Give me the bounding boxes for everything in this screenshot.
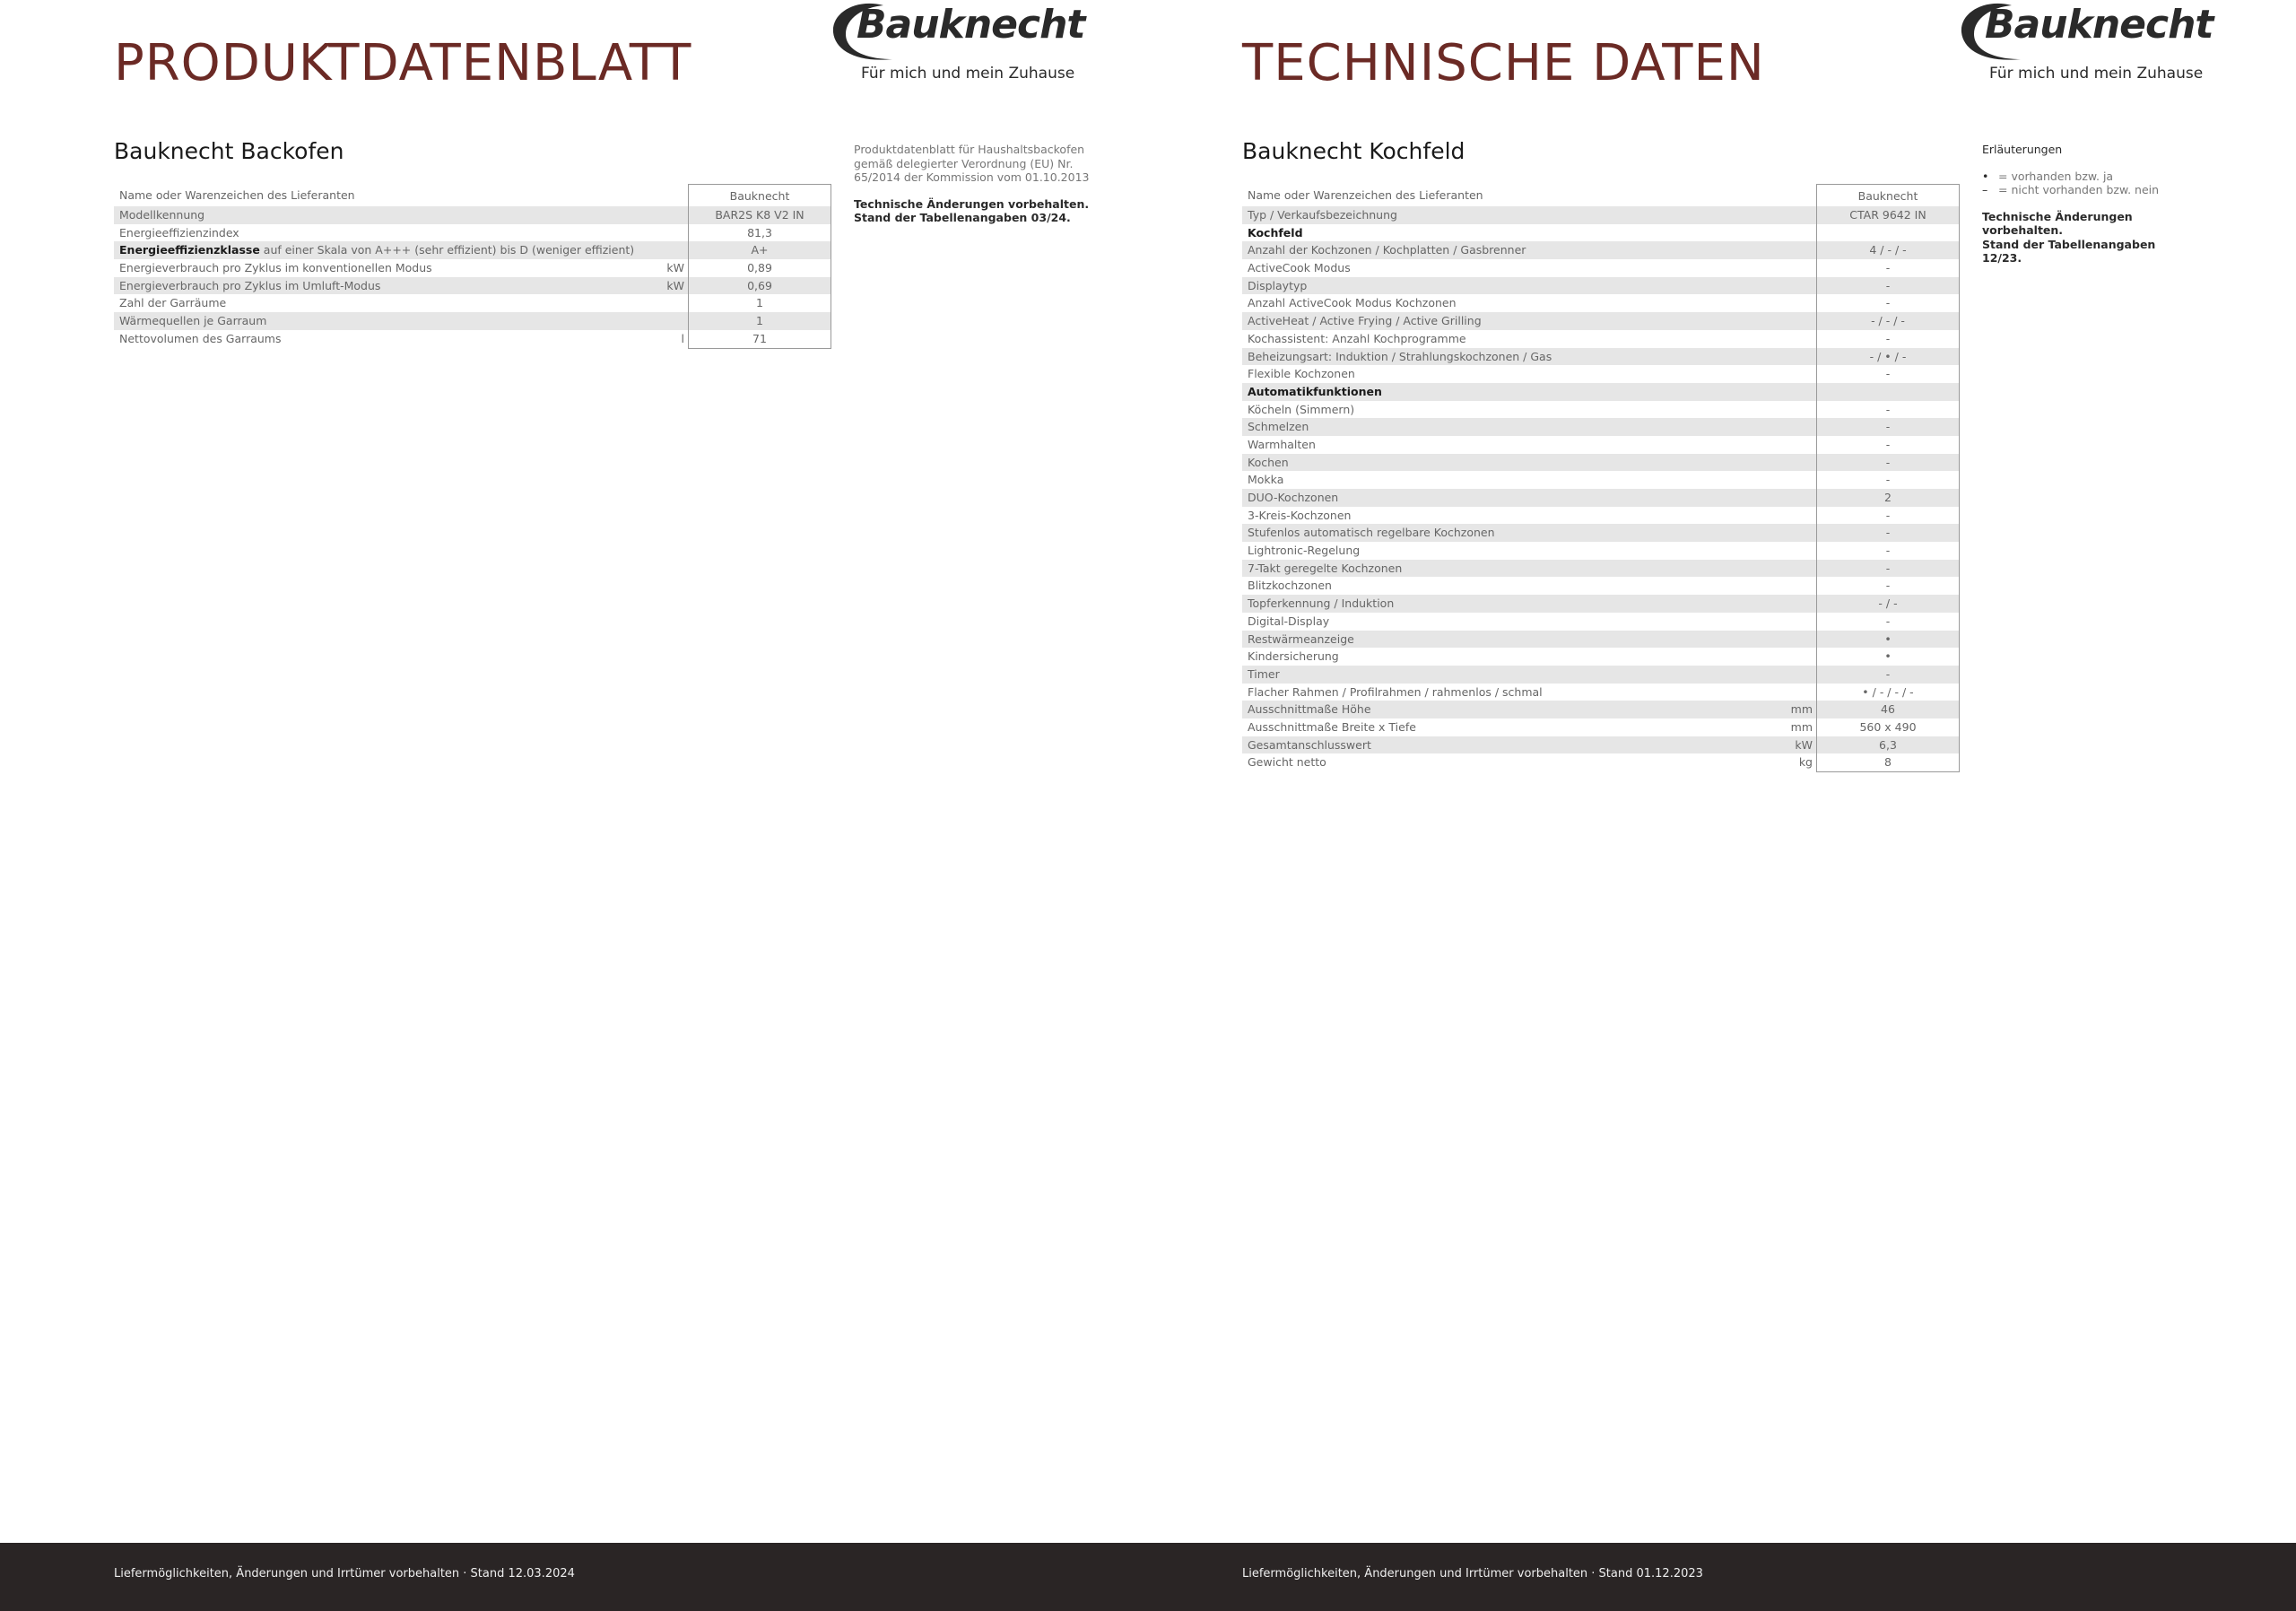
table-row	[1242, 436, 1960, 454]
row-unit: kW	[666, 278, 684, 292]
table-row	[1242, 701, 1960, 718]
row-label: Warmhalten	[1248, 437, 1316, 451]
table-row	[1242, 312, 1960, 330]
row-label: Flacher Rahmen / Profilrahmen / rahmenlos / schmal	[1248, 684, 1543, 699]
row-label: Kochassistent: Anzahl Kochprogramme	[1248, 331, 1466, 345]
legend-title: Erläuterungen	[1982, 143, 2063, 156]
note-bold-line: Stand der Tabellenangaben 12/23.	[1982, 237, 2156, 265]
row-value: -	[1816, 666, 1960, 684]
row-unit: mm	[1790, 702, 1813, 717]
row-label: ActiveHeat / Active Frying / Active Grilling	[1248, 314, 1482, 328]
table-section-row	[1242, 383, 1960, 401]
row-unit: kW	[1795, 737, 1813, 752]
note-line: 65/2014 der Kommission vom 01.10.2013	[854, 170, 1090, 184]
row-label: Kindersicherung	[1248, 649, 1339, 664]
row-label: Kochfeld	[1248, 225, 1303, 239]
row-label: Timer	[1248, 666, 1280, 681]
row-label: Energieverbrauch pro Zyklus im Umluft-Modus	[119, 278, 381, 292]
row-value: 560 x 490	[1816, 718, 1960, 736]
row-label: 7-Takt geregelte Kochzonen	[1248, 561, 1403, 575]
row-value: 4 / - / -	[1816, 241, 1960, 259]
legend-item: – = nicht vorhanden bzw. nein	[1982, 183, 2160, 196]
dash-icon: –	[1982, 183, 1988, 196]
footer-bar	[0, 1543, 2296, 1611]
row-unit: kW	[666, 261, 684, 275]
table-row	[114, 241, 831, 259]
row-value: 0,69	[688, 277, 831, 295]
row-label: ActiveCook Modus	[1248, 261, 1351, 275]
table-row	[1242, 648, 1960, 666]
row-value: 46	[1816, 701, 1960, 718]
table-row	[114, 330, 831, 348]
page-produktdatenblatt	[0, 0, 1128, 1543]
row-value: - / • / -	[1816, 348, 1960, 366]
row-value: -	[1816, 294, 1960, 312]
row-label: Digital-Display	[1248, 614, 1330, 628]
row-label: Ausschnittmaße Höhe	[1248, 702, 1371, 717]
row-label: 3-Kreis-Kochzonen	[1248, 508, 1352, 522]
row-label: DUO-Kochzonen	[1248, 491, 1339, 504]
table-row	[1242, 753, 1960, 771]
table-row	[1242, 206, 1960, 224]
row-unit: l	[681, 331, 684, 345]
row-value: -	[1816, 277, 1960, 295]
row-label: Typ / Verkaufsbezeichnung	[1248, 208, 1397, 222]
row-value: -	[1816, 436, 1960, 454]
table-row	[1242, 577, 1960, 595]
row-label: Topferkennung / Induktion	[1248, 597, 1395, 611]
row-label: Energieeffizienzindex	[119, 225, 239, 239]
table-row	[1242, 736, 1960, 754]
row-label: Köcheln (Simmern)	[1248, 402, 1355, 416]
row-value: A+	[688, 241, 831, 259]
row-value: -	[1816, 365, 1960, 383]
table-row	[114, 312, 831, 330]
table-row	[114, 294, 831, 312]
bauknecht-logo	[830, 0, 1085, 90]
row-value: 0,89	[688, 259, 831, 277]
row-value: CTAR 9642 IN	[1816, 206, 1960, 224]
page-technische-daten	[1128, 0, 2257, 1543]
table-row	[1242, 507, 1960, 525]
note-line: gemäß delegierter Verordnung (EU) Nr.	[854, 156, 1074, 170]
table-row	[1242, 184, 1960, 206]
technical-data-table	[1242, 184, 1960, 771]
row-value: 1	[688, 294, 831, 312]
row-label: Wärmequellen je Garraum	[119, 314, 267, 328]
row-label: Gewicht netto	[1248, 755, 1326, 770]
table-row	[1242, 348, 1960, 366]
row-label: Schmelzen	[1248, 420, 1309, 434]
table-row	[114, 184, 831, 206]
page-title: PRODUKTDATENBLATT	[114, 34, 692, 92]
section-subtitle: Bauknecht Backofen	[114, 138, 344, 164]
table-section-row	[1242, 224, 1960, 242]
row-value: Bauknecht	[1816, 184, 1960, 207]
table-row	[1242, 613, 1960, 631]
row-label: Lightronic-Regelung	[1248, 544, 1361, 558]
logo-slogan: Für mich und mein Zuhause	[1989, 65, 2204, 83]
row-value: -	[1816, 454, 1960, 472]
table-row	[1242, 294, 1960, 312]
row-value: Bauknecht	[688, 184, 831, 207]
row-value: -	[1816, 507, 1960, 525]
row-label: Energieverbrauch pro Zyklus im konventionellen Modus	[119, 261, 432, 275]
table-row	[1242, 524, 1960, 542]
bullet-icon: •	[1982, 169, 1989, 183]
row-value	[1816, 224, 1960, 242]
table-row	[1242, 718, 1960, 736]
row-value	[1816, 383, 1960, 401]
row-value: • / - / - / -	[1816, 684, 1960, 701]
logo-wordmark: Bauknecht	[857, 2, 1085, 48]
section-subtitle: Bauknecht Kochfeld	[1242, 138, 1465, 164]
row-value: 8	[1816, 753, 1960, 772]
table-row	[1242, 401, 1960, 419]
table-row	[114, 206, 831, 224]
row-value: -	[1816, 401, 1960, 419]
row-label: Restwärmeanzeige	[1248, 631, 1354, 646]
table-row	[1242, 684, 1960, 701]
logo-wordmark: Bauknecht	[1985, 2, 2213, 48]
row-value: 2	[1816, 489, 1960, 507]
table-row	[1242, 542, 1960, 560]
row-value: -	[1816, 613, 1960, 631]
row-label: Gesamtanschlusswert	[1248, 737, 1371, 752]
footer-text-right: Liefermöglichkeiten, Änderungen und Irrtümer vorbehalten · Stand 01.12.2023	[1242, 1567, 1703, 1581]
row-label: Zahl der Garräume	[119, 296, 227, 310]
table-row	[114, 259, 831, 277]
note-line: Produktdatenblatt für Haushaltsbackofen	[854, 143, 1085, 156]
row-value: 6,3	[1816, 736, 1960, 754]
table-row	[1242, 595, 1960, 613]
row-label: Kochen	[1248, 455, 1289, 469]
table-row	[1242, 666, 1960, 684]
row-label: Automatikfunktionen	[1248, 384, 1382, 398]
row-label: Anzahl der Kochzonen / Kochplatten / Gasbrenner	[1248, 243, 1526, 257]
table-row	[1242, 631, 1960, 649]
table-row	[1242, 277, 1960, 295]
logo-slogan: Für mich und mein Zuhause	[861, 65, 1075, 83]
legend-note	[1982, 143, 2197, 266]
row-value: -	[1816, 524, 1960, 542]
table-row	[1242, 489, 1960, 507]
note-bold-line: Technische Änderungen vorbehalten.	[854, 196, 1090, 211]
row-value: -	[1816, 560, 1960, 578]
row-value: -	[1816, 418, 1960, 436]
note-bold-line: Technische Änderungen vorbehalten.	[1982, 209, 2133, 237]
bauknecht-logo	[1958, 0, 2213, 90]
row-value: 81,3	[688, 224, 831, 242]
row-value: 71	[688, 330, 831, 349]
table-row	[1242, 330, 1960, 348]
row-value: -	[1816, 471, 1960, 489]
table-row	[1242, 560, 1960, 578]
row-value: - / - / -	[1816, 312, 1960, 330]
table-row	[1242, 418, 1960, 436]
row-label: Nettovolumen des Garraums	[119, 331, 282, 345]
row-value: -	[1816, 330, 1960, 348]
row-label: Stufenlos automatisch regelbare Kochzonen	[1248, 526, 1495, 540]
table-row	[1242, 365, 1960, 383]
row-label: Modellkennung	[119, 208, 205, 222]
table-row	[114, 277, 831, 295]
row-value: 1	[688, 312, 831, 330]
row-label: Ausschnittmaße Breite x Tiefe	[1248, 719, 1416, 734]
table-row	[1242, 241, 1960, 259]
row-label-bold: Energieeffizienzklasse	[119, 243, 260, 257]
row-value: -	[1816, 542, 1960, 560]
page-title: TECHNISCHE DATEN	[1242, 34, 1765, 92]
side-note	[854, 143, 1091, 225]
product-data-table	[114, 184, 831, 348]
row-value: •	[1816, 648, 1960, 666]
row-label: Anzahl ActiveCook Modus Kochzonen	[1248, 296, 1457, 310]
row-label: Displaytyp	[1248, 278, 1308, 292]
table-row	[1242, 454, 1960, 472]
row-value: BAR2S K8 V2 IN	[688, 206, 831, 224]
row-label: Name oder Warenzeichen des Lieferanten	[1248, 188, 1483, 202]
row-label: Flexible Kochzonen	[1248, 367, 1355, 381]
row-value: -	[1816, 259, 1960, 277]
row-label: Beheizungsart: Induktion / Strahlungskochzonen / Gas	[1248, 349, 1552, 363]
row-label: Blitzkochzonen	[1248, 579, 1332, 593]
footer-text-left: Liefermöglichkeiten, Änderungen und Irrtümer vorbehalten · Stand 12.03.2024	[114, 1567, 575, 1581]
row-value: - / -	[1816, 595, 1960, 613]
row-label	[119, 241, 634, 259]
row-unit: kg	[1798, 755, 1813, 770]
table-row	[114, 224, 831, 242]
row-label-rest: auf einer Skala von A+++ (sehr effizient) bis D (weniger effizient)	[259, 243, 635, 257]
table-row	[1242, 471, 1960, 489]
table-row	[1242, 259, 1960, 277]
row-label: Mokka	[1248, 473, 1284, 487]
note-bold-line: Stand der Tabellenangaben 03/24.	[854, 211, 1071, 224]
legend-item: • = vorhanden bzw. ja	[1982, 169, 2114, 183]
row-value: -	[1816, 577, 1960, 595]
row-value: •	[1816, 631, 1960, 649]
row-label: Name oder Warenzeichen des Lieferanten	[119, 188, 355, 202]
row-unit: mm	[1790, 719, 1813, 734]
